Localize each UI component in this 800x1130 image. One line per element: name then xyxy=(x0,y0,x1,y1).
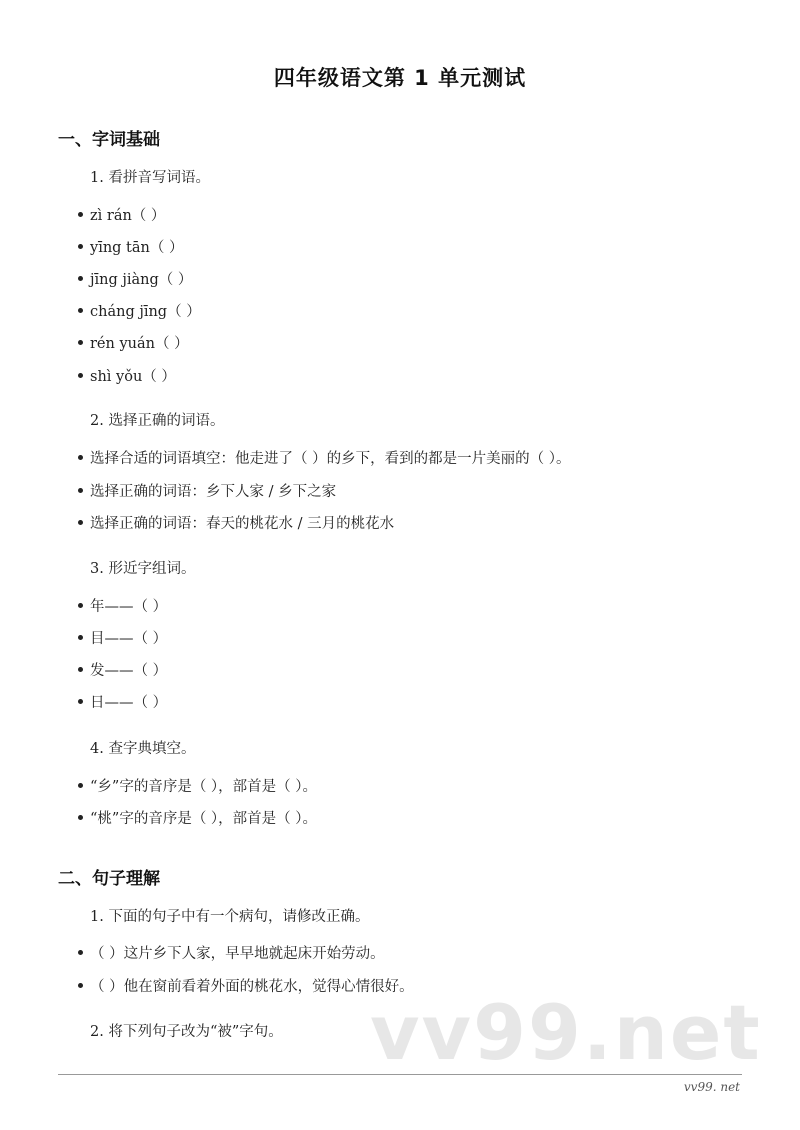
list-item: shì yǒu（ ） xyxy=(78,365,176,386)
section-heading-2: 二、句子理解 xyxy=(58,869,160,889)
list-item: 选择正确的词语：春天的桃花水 / 三月的桃花水 xyxy=(78,512,394,533)
section-heading-1: 一、字词基础 xyxy=(58,130,160,150)
bullet-icon xyxy=(78,667,83,672)
watermark: vv99.net xyxy=(370,988,762,1077)
list-item: （ ）他在窗前看着外面的桃花水，觉得心情很好。 xyxy=(78,975,414,996)
list-item: 选择正确的词语：乡下人家 / 乡下之家 xyxy=(78,480,336,501)
bullet-icon xyxy=(78,455,83,460)
question-prompt: 3. 形近字组词。 xyxy=(90,561,196,577)
bullet-icon xyxy=(78,212,83,217)
list-item: cháng jīng（ ） xyxy=(78,300,201,321)
list-item: “桃”字的音序是（ ），部首是（ ）。 xyxy=(78,807,317,828)
list-item: jīng jiàng（ ） xyxy=(78,268,192,289)
bullet-icon xyxy=(78,950,83,955)
bullet-icon xyxy=(78,983,83,988)
bullet-icon xyxy=(78,488,83,493)
question-prompt: 1. 看拼音写词语。 xyxy=(90,170,210,186)
bullet-icon xyxy=(78,520,83,525)
list-item: yīng tān（ ） xyxy=(78,236,183,257)
question-prompt: 2. 选择正确的词语。 xyxy=(90,413,225,429)
bullet-icon xyxy=(78,635,83,640)
list-item: （ ）这片乡下人家，早早地就起床开始劳动。 xyxy=(78,942,385,963)
bullet-icon xyxy=(78,308,83,313)
bullet-icon xyxy=(78,340,83,345)
question-prompt: 1. 下面的句子中有一个病句，请修改正确。 xyxy=(90,909,370,925)
bullet-icon xyxy=(78,815,83,820)
bullet-icon xyxy=(78,603,83,608)
bullet-icon xyxy=(78,699,83,704)
list-item: rén yuán（ ） xyxy=(78,332,189,353)
bullet-icon xyxy=(78,373,83,378)
list-item: “乡”字的音序是（ ），部首是（ ）。 xyxy=(78,775,317,796)
list-item: 选择合适的词语填空：他走进了（ ）的乡下，看到的都是一片美丽的（ ）。 xyxy=(78,447,570,468)
question-prompt: 2. 将下列句子改为“被”字句。 xyxy=(90,1024,283,1040)
question-prompt: 4. 查字典填空。 xyxy=(90,741,196,757)
list-item: 目——（ ） xyxy=(78,627,167,648)
bullet-icon xyxy=(78,783,83,788)
list-item: 年——（ ） xyxy=(78,595,167,616)
footer-divider xyxy=(58,1074,742,1075)
bullet-icon xyxy=(78,244,83,249)
list-item: 发——（ ） xyxy=(78,659,167,680)
list-item: zì rán（ ） xyxy=(78,204,165,225)
bullet-icon xyxy=(78,276,83,281)
footer-site: vv99. net xyxy=(683,1080,740,1094)
page-title: 四年级语文第 1 单元测试 xyxy=(273,66,527,90)
list-item: 日——（ ） xyxy=(78,691,167,712)
